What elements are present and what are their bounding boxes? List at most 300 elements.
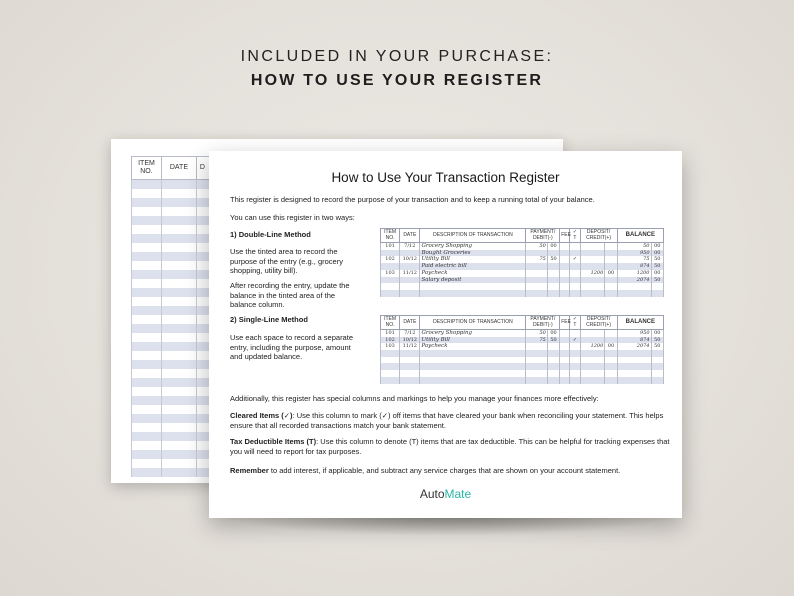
dl-register-row: [381, 290, 664, 297]
dl-cell-bal: [617, 283, 651, 290]
dl-cell-dep_c: [605, 256, 617, 263]
dl-cell-pay: 50: [526, 243, 547, 250]
cleared-items-label: Cleared Items (✓): [230, 411, 293, 420]
double-line-register: [380, 228, 664, 297]
dl-cell-dep_c: 00: [605, 270, 617, 277]
dl-cell-pay: [526, 263, 547, 270]
back-table-cell: [161, 351, 196, 360]
sl-cell-desc: [420, 363, 526, 370]
dl-cell-fee: [560, 250, 570, 257]
front-instructions-sheet: [209, 151, 682, 518]
dl-cell-clr: [570, 283, 580, 290]
dl-cell-pay: [526, 270, 547, 277]
dl-cell-dep_c: [605, 243, 617, 250]
dl-cell-date: [400, 250, 420, 257]
sl-register-row: [381, 370, 664, 377]
sl-cell-dep_c: [605, 357, 617, 364]
dl-cell-dep: [580, 250, 605, 257]
back-table-cell: [132, 423, 162, 432]
sl-cell-date: [400, 363, 420, 370]
sl-cell-pay: 50: [526, 330, 547, 337]
sl-cell-dep: [580, 363, 605, 370]
back-table-cell: [132, 198, 162, 207]
sl-register-row: [381, 343, 664, 350]
double-line-desc-2: After recording the entry, update the balance in the tinted area of the balance column.: [230, 281, 350, 309]
single-line-desc: Use each space to record a separate entry, including the purpose, amount and updated balance.: [230, 333, 353, 361]
sl-cell-bal_c: 00: [651, 330, 664, 337]
dl-register-row: [381, 277, 664, 284]
dl-cell-dep_c: [605, 277, 617, 284]
dl-cell-fee: [560, 256, 570, 263]
sl-cell-dep: [580, 330, 605, 337]
dl-cell-dep_c: [605, 263, 617, 270]
dl-cell-pay: 75: [526, 256, 547, 263]
dl-header-item-no: ITEM NO.: [381, 229, 400, 243]
sl-cell-item: 102: [381, 337, 400, 344]
dl-cell-bal: 2074: [617, 277, 651, 284]
sl-cell-pay_c: [547, 343, 559, 350]
back-table-cell: [132, 342, 162, 351]
sl-cell-pay_c: 50: [547, 337, 559, 344]
sl-cell-item: 101: [381, 330, 400, 337]
tax-items-paragraph: [230, 437, 670, 456]
dl-cell-clr: ✓: [570, 256, 580, 263]
sl-cell-item: 103: [381, 343, 400, 350]
dl-cell-dep: [580, 277, 605, 284]
back-table-cell: [161, 450, 196, 459]
dl-cell-bal: [617, 290, 651, 297]
dl-header-fee: FEE: [560, 229, 570, 243]
back-table-cell: [132, 243, 162, 252]
dl-cell-desc: Utility Bill: [420, 256, 526, 263]
dl-cell-dep: [580, 290, 605, 297]
sl-header-deposit: DEPOSIT/ CREDIT(+): [580, 316, 617, 330]
dl-cell-clr: [570, 270, 580, 277]
intro-text: This register is designed to record the purpose of your transaction and to keep a running total of your balance.: [230, 195, 595, 204]
double-line-heading: 1) Double-Line Method: [230, 230, 311, 239]
sl-cell-pay: [526, 357, 547, 364]
dl-cell-bal_c: 00: [651, 250, 664, 257]
back-table-cell: [161, 234, 196, 243]
dl-cell-desc: Grocery Shopping: [420, 243, 526, 250]
back-table-cell: [161, 288, 196, 297]
dl-header-payment: PAYMENT/ DEBIT(-): [526, 229, 560, 243]
dl-cell-fee: [560, 283, 570, 290]
sl-cell-item: [381, 370, 400, 377]
sl-cell-bal: [617, 370, 651, 377]
dl-cell-dep: [580, 263, 605, 270]
sl-cell-desc: Paycheck: [420, 343, 526, 350]
sl-cell-bal: [617, 350, 651, 357]
back-table-cell: [132, 396, 162, 405]
dl-register-row: [381, 243, 664, 250]
dl-cell-item: [381, 290, 400, 297]
dl-cell-fee: [560, 277, 570, 284]
remember-label: Remember: [230, 466, 269, 475]
double-line-register-body: [381, 243, 664, 297]
sl-cell-dep_c: [605, 363, 617, 370]
remember-text: to add interest, if applicable, and subtract any service charges that are shown on your account statement.: [268, 466, 621, 475]
sl-cell-clr: [570, 377, 580, 384]
dl-cell-fee: [560, 290, 570, 297]
dl-cell-clr: [570, 290, 580, 297]
sl-cell-date: [400, 370, 420, 377]
dl-header-deposit: DEPOSIT/ CREDIT(+): [580, 229, 617, 243]
back-table-cell: [132, 252, 162, 261]
back-table-cell: [132, 234, 162, 243]
sl-cell-dep: [580, 337, 605, 344]
dl-cell-date: [400, 283, 420, 290]
dl-cell-bal: 874: [617, 263, 651, 270]
sl-header-balance: BALANCE: [617, 316, 663, 330]
sl-cell-date: 7/12: [400, 330, 420, 337]
back-table-cell: [132, 216, 162, 225]
back-table-cell: [132, 432, 162, 441]
sl-cell-fee: [560, 370, 570, 377]
sl-cell-pay: [526, 363, 547, 370]
dl-cell-pay_c: [547, 290, 559, 297]
sl-cell-dep: [580, 357, 605, 364]
back-table-cell: [161, 270, 196, 279]
back-table-cell: [132, 225, 162, 234]
sl-cell-fee: [560, 330, 570, 337]
dl-cell-bal_c: 50: [651, 263, 664, 270]
back-table-cell: [161, 216, 196, 225]
sl-cell-bal: [617, 357, 651, 364]
sl-header-fee: FEE: [560, 316, 570, 330]
dl-register-row: [381, 283, 664, 290]
back-table-cell: [132, 441, 162, 450]
cleared-items-text: : Use this column to mark (✓) off items that have cleared your bank when reconciling your statement. This helps ensure that all recorded transactions match your bank statement.: [230, 411, 664, 430]
back-table-cell: [132, 324, 162, 333]
dl-header-description: DESCRIPTION OF TRANSACTION: [420, 229, 526, 243]
sl-cell-desc: [420, 350, 526, 357]
dl-cell-item: 103: [381, 270, 400, 277]
dl-cell-clr: [570, 277, 580, 284]
sl-cell-desc: [420, 370, 526, 377]
back-table-cell: [132, 333, 162, 342]
sl-cell-item: [381, 357, 400, 364]
sl-cell-desc: Grocery Shopping: [420, 330, 526, 337]
back-table-cell: [161, 369, 196, 378]
sl-cell-clr: [570, 343, 580, 350]
tax-items-label: Tax Deductible Items (T): [230, 437, 317, 446]
sl-cell-bal_c: [651, 370, 664, 377]
back-table-cell: [132, 468, 162, 477]
sl-cell-dep: [580, 370, 605, 377]
sl-cell-pay_c: [547, 377, 559, 384]
dl-cell-fee: [560, 270, 570, 277]
dl-cell-pay_c: 00: [547, 243, 559, 250]
dl-cell-desc: [420, 283, 526, 290]
back-table-cell: [132, 315, 162, 324]
sl-cell-pay: [526, 343, 547, 350]
back-table-cell: [161, 405, 196, 414]
back-table-cell: [161, 306, 196, 315]
dl-register-row: [381, 270, 664, 277]
single-line-heading: 2) Single-Line Method: [230, 315, 308, 324]
back-table-cell: [161, 252, 196, 261]
sl-cell-clr: [570, 363, 580, 370]
dl-cell-desc: Paid electric bill: [420, 263, 526, 270]
sl-cell-bal_c: [651, 350, 664, 357]
back-table-cell: [161, 468, 196, 477]
sl-cell-bal: 950: [617, 330, 651, 337]
sl-cell-item: [381, 363, 400, 370]
dl-cell-pay_c: 50: [547, 256, 559, 263]
dl-cell-fee: [560, 263, 570, 270]
dl-cell-bal_c: 50: [651, 277, 664, 284]
dl-cell-date: [400, 263, 420, 270]
dl-header-date: DATE: [400, 229, 420, 243]
dl-cell-item: [381, 250, 400, 257]
sl-header-date: DATE: [400, 316, 420, 330]
sl-cell-bal: 874: [617, 337, 651, 344]
back-table-cell: [132, 378, 162, 387]
back-table-cell: [132, 387, 162, 396]
back-table-cell: [161, 432, 196, 441]
back-table-cell: [132, 360, 162, 369]
sl-cell-dep: 1200: [580, 343, 605, 350]
sl-cell-date: [400, 357, 420, 364]
dl-cell-bal_c: 50: [651, 256, 664, 263]
dl-cell-pay: [526, 283, 547, 290]
dl-cell-bal: 1200: [617, 270, 651, 277]
sl-register-row: [381, 330, 664, 337]
dl-cell-dep_c: [605, 283, 617, 290]
sl-cell-bal_c: [651, 377, 664, 384]
back-table-cell: [161, 441, 196, 450]
double-line-desc-1: Use the tinted area to record the purpose of the entry (e.g., grocery shopping, utility bill).: [230, 247, 343, 275]
dl-cell-dep: [580, 243, 605, 250]
back-table-cell: [161, 459, 196, 468]
dl-cell-pay: [526, 277, 547, 284]
dl-cell-item: [381, 263, 400, 270]
sl-register-row: [381, 363, 664, 370]
headline-line1: INCLUDED IN YOUR PURCHASE:: [240, 48, 554, 65]
back-table-cell: [161, 189, 196, 198]
sl-cell-bal_c: 50: [651, 337, 664, 344]
sl-cell-date: [400, 350, 420, 357]
dl-cell-pay: [526, 250, 547, 257]
dl-cell-desc: Bought Groceries: [420, 250, 526, 257]
dl-cell-dep_c: [605, 290, 617, 297]
sl-header-item-no: ITEM NO.: [381, 316, 400, 330]
single-line-register: [380, 315, 664, 384]
sl-register-row: [381, 357, 664, 364]
sl-register-row: [381, 377, 664, 384]
dl-cell-item: [381, 283, 400, 290]
dl-cell-bal_c: [651, 290, 664, 297]
back-table-cell: [161, 198, 196, 207]
back-table-cell: [161, 279, 196, 288]
dl-cell-bal: 950: [617, 250, 651, 257]
sl-cell-fee: [560, 357, 570, 364]
sl-register-row: [381, 337, 664, 344]
sl-cell-pay: [526, 377, 547, 384]
back-table-cell: [132, 306, 162, 315]
dl-cell-item: 102: [381, 256, 400, 263]
back-table-cell: [132, 351, 162, 360]
sl-cell-dep_c: [605, 370, 617, 377]
single-line-register-body: [381, 330, 664, 384]
additional-text: Additionally, this register has special columns and markings to help you manage your finances more effectively:: [230, 394, 599, 403]
sl-cell-pay_c: [547, 363, 559, 370]
sl-cell-pay_c: [547, 350, 559, 357]
automate-logo: [209, 487, 682, 501]
sl-cell-clr: [570, 350, 580, 357]
dl-cell-pay_c: [547, 270, 559, 277]
dl-cell-bal_c: [651, 283, 664, 290]
dl-cell-pay_c: [547, 277, 559, 284]
sl-cell-item: [381, 377, 400, 384]
dl-cell-clr: [570, 243, 580, 250]
sl-cell-pay_c: [547, 357, 559, 364]
sl-cell-clr: [570, 370, 580, 377]
sl-cell-dep: [580, 377, 605, 384]
dl-cell-date: 7/12: [400, 243, 420, 250]
dl-cell-pay_c: [547, 283, 559, 290]
back-table-cell: [132, 369, 162, 378]
back-table-cell: [132, 450, 162, 459]
dl-cell-bal: 75: [617, 256, 651, 263]
sl-cell-desc: Utility Bill: [420, 337, 526, 344]
sl-cell-clr: [570, 330, 580, 337]
dl-cell-bal_c: 00: [651, 270, 664, 277]
sl-cell-dep_c: [605, 337, 617, 344]
dl-cell-bal_c: 00: [651, 243, 664, 250]
sl-header-cleared: ✓ T: [570, 316, 580, 330]
sl-cell-clr: [570, 357, 580, 364]
dl-cell-desc: Paycheck: [420, 270, 526, 277]
sl-cell-pay_c: 00: [547, 330, 559, 337]
back-table-cell: [161, 360, 196, 369]
dl-register-row: [381, 256, 664, 263]
back-table-cell: [161, 396, 196, 405]
back-table-cell: [161, 378, 196, 387]
back-table-cell: [161, 333, 196, 342]
sl-cell-fee: [560, 343, 570, 350]
dl-cell-clr: [570, 263, 580, 270]
sl-header-payment: PAYMENT/ DEBIT(-): [526, 316, 560, 330]
back-table-cell: [132, 270, 162, 279]
sl-cell-bal: [617, 363, 651, 370]
back-table-cell: [161, 180, 196, 190]
back-table-cell: [132, 207, 162, 216]
sl-cell-pay: 75: [526, 337, 547, 344]
dl-cell-desc: [420, 290, 526, 297]
sl-cell-desc: [420, 357, 526, 364]
sl-register-row: [381, 350, 664, 357]
sl-cell-date: 11/12: [400, 343, 420, 350]
back-table-cell: [161, 261, 196, 270]
sl-cell-date: [400, 377, 420, 384]
back-table-cell: [161, 342, 196, 351]
logo-part-auto: Auto: [419, 487, 445, 501]
dl-cell-dep: [580, 283, 605, 290]
back-table-cell: [161, 423, 196, 432]
sl-cell-clr: ✓: [570, 337, 580, 344]
sl-cell-bal_c: [651, 363, 664, 370]
back-table-cell: [161, 297, 196, 306]
sl-cell-fee: [560, 363, 570, 370]
sl-cell-bal_c: 50: [651, 343, 664, 350]
sl-cell-dep_c: [605, 377, 617, 384]
sl-header-description: DESCRIPTION OF TRANSACTION: [420, 316, 526, 330]
back-header-date: DATE: [161, 157, 196, 180]
sl-cell-bal: 2074: [617, 343, 651, 350]
back-table-cell: [161, 414, 196, 423]
sl-cell-fee: [560, 337, 570, 344]
sl-cell-fee: [560, 377, 570, 384]
back-header-description: D: [196, 157, 550, 180]
sl-cell-dep_c: [605, 330, 617, 337]
dl-cell-date: 11/12: [400, 270, 420, 277]
dl-cell-date: [400, 277, 420, 284]
dl-cell-dep: 1200: [580, 270, 605, 277]
tax-items-text: : Use this column to denote (T) items that are tax deductible. This can be helpful for tracking expenses that you will need to report for tax purposes.: [230, 437, 670, 456]
back-header-item-no: ITEM NO.: [132, 157, 162, 180]
remember-paragraph: [230, 466, 670, 476]
back-table-cell: [132, 459, 162, 468]
sl-cell-item: [381, 350, 400, 357]
dl-cell-dep: [580, 256, 605, 263]
dl-cell-pay: [526, 290, 547, 297]
back-table-cell: [161, 243, 196, 252]
back-table-cell: [132, 261, 162, 270]
back-table-cell: [161, 315, 196, 324]
dl-cell-pay_c: [547, 250, 559, 257]
headline-line2: HOW TO USE YOUR REGISTER: [250, 72, 544, 89]
sl-cell-fee: [560, 350, 570, 357]
sl-cell-bal_c: [651, 357, 664, 364]
dl-register-row: [381, 263, 664, 270]
dl-cell-item: [381, 277, 400, 284]
sl-cell-bal: [617, 377, 651, 384]
back-table-cell: [132, 180, 162, 190]
back-table-cell: [132, 297, 162, 306]
sheet-title: How to Use Your Transaction Register: [331, 170, 560, 185]
dl-cell-dep_c: [605, 250, 617, 257]
sl-cell-desc: [420, 377, 526, 384]
dl-header-cleared: ✓ T: [570, 229, 580, 243]
dl-cell-date: [400, 290, 420, 297]
sl-cell-pay_c: [547, 370, 559, 377]
sl-cell-date: 10/12: [400, 337, 420, 344]
cleared-items-paragraph: [230, 411, 670, 430]
ways-intro-text: You can use this register in two ways:: [230, 213, 355, 222]
back-table-cell: [161, 387, 196, 396]
dl-cell-date: 10/12: [400, 256, 420, 263]
dl-cell-fee: [560, 243, 570, 250]
back-table-cell: [161, 324, 196, 333]
back-table-cell: [132, 189, 162, 198]
sl-cell-pay: [526, 350, 547, 357]
back-table-cell: [161, 207, 196, 216]
back-table-cell: [161, 225, 196, 234]
dl-cell-item: 101: [381, 243, 400, 250]
dl-cell-desc: Salary deposit: [420, 277, 526, 284]
back-table-cell: [132, 405, 162, 414]
dl-header-balance: BALANCE: [617, 229, 663, 243]
dl-cell-clr: [570, 250, 580, 257]
sl-cell-dep: [580, 350, 605, 357]
sl-cell-dep_c: 00: [605, 343, 617, 350]
back-table-cell: [132, 279, 162, 288]
dl-cell-bal: 50: [617, 243, 651, 250]
sl-cell-dep_c: [605, 350, 617, 357]
dl-register-row: [381, 250, 664, 257]
